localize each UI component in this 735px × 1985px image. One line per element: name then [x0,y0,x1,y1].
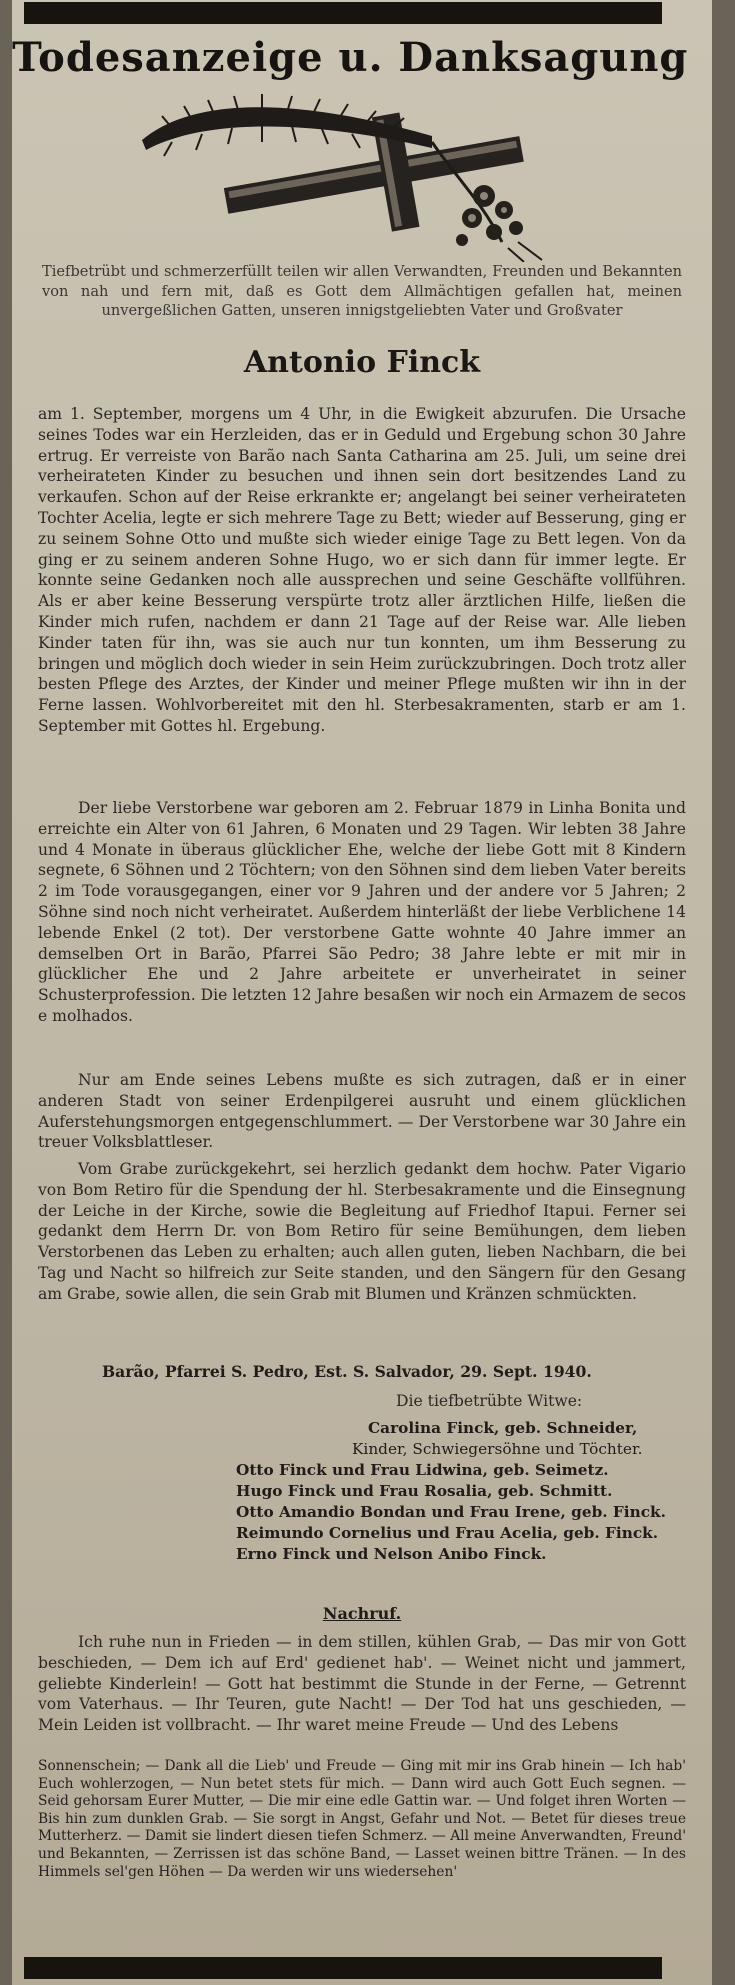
signatory-line: Otto Finck und Frau Lidwina, geb. Seimetz. [236,1461,609,1479]
newspaper-clipping [12,0,712,1985]
notice-heading: Todesanzeige u. Danksagung [12,34,689,81]
paragraph-circumstances: am 1. September, morgens um 4 Uhr, in die Ewigkeit abzurufen. Die Ursache seines Todes war ein Herzleiden, das er in Geduld und Ergebung schon 30 Jahre ertrug. Er verreiste von Barão nach Santa Catharina am 25. Juli, um seine drei verheirateten Kinder zu besuchen und ihnen sein dort besitzendes Land zu verkaufen. Schon auf der Reise erkrankte er; angelangt bei seiner verheirateten Tochter Acelia, legte er sich mehrere Tage zu Bett; wieder auf Besserung, ging er zu seinem Sohne Otto und mußte sich wieder einige Tage zu Bett legen. Von da ging er zu seinem anderen Sohne Hugo, wo er sich dann für immer legte. Er konnte seine Gedanken noch alle aussprechen und seine Geschäfte vollführen. Als er aber keine Besserung verspürte trotz aller ärztlichen Hilfe, ließen die Kinder mich rufen, nachdem er dann 21 Tage auf der Reise war. Alle lieben Kinder taten für ihn, was sie auch nur tun konnten, um ihm Besserung zu bringen und möglich doch wieder in sein Heim zurückzubringen. Doch trotz aller besten Pflege des Arztes, der Kinder und meiner Pflege mußten wir ihn in der Ferne lassen. Wohlvorbereitet mit den hl. Sterbesakramenten, starb er am 1. September mit Gottes hl. Ergebung. [38,405,686,735]
top-rule [24,2,662,24]
nachruf-poem: Ich ruhe nun in Frieden — in dem stillen, kühlen Grab, — Das mir von Gott beschieden, — Dem ich auf Erd' gedienet hab'. — Weinet nicht und jammert, geliebte Kinderlein! — Gott hat bestimmt die Stunde in der Ferne, — Getrennt vom Vaterhaus. — Ihr Teuren, gute Nacht! — Der Tod hat uns geschieden, — Mein Leiden ist vollbracht. — Ihr waret meine Freude — Und des Lebens [38,1633,686,1735]
signatory-line: Reimundo Cornelius und Frau Acelia, geb. Finck. [236,1524,659,1542]
signatory-widow: Carolina Finck, geb. Schneider, [368,1419,638,1437]
intro-text: Tiefbetrübt und schmerzerfüllt teilen wir allen Verwandten, Freunden und Bekannten von nah und fern mit, daß es Gott dem Allmächtigen gefallen hat, meinen unvergeßlichen Gatten, unseren innigstgeliebten Vater und Großvater [42,263,682,319]
dateline: Barão, Pfarrei S. Pedro, Est. S. Salvador, 29. Sept. 1940. [102,1362,592,1381]
deceased-name: Antonio Finck [243,345,481,380]
signatory-line: Otto Amandio Bondan und Frau Irene, geb. Finck. [236,1503,666,1521]
paragraph-thanks: Vom Grabe zurückgekehrt, sei herzlich gedankt dem hochw. Pater Vigario von Bom Retiro für die Spendung der hl. Sterbesakramente und die Einsegnung der Leiche in der Kirche, sowie die Begleitung auf Friedhof Itapui. Ferner sei gedankt dem Herrn Dr. von Bom Retiro für seine Bemühungen, dem lieben Verstorbenen das Leben zu erhalten; auch allen guten, lieben Nachbarn, die bei Tag und Nacht so hilfreich zur Seite standen, und den Sängern für den Gesang am Grabe, sowie allen, die sein Grab mit Blumen und Kränzen schmückten. [38,1160,686,1303]
cross-with-palm-branch-and-flowers-icon [132,92,592,262]
nachruf-poem-continued: Sonnenschein; — Dank all die Lieb' und Freude — Ging mit mir ins Grab hinein — Ich hab' Euch wohlerzogen, — Nun betet stets für mich. — Dann wird auch Gott Euch segnen. — Seid gehorsam Eurer Mutter, — Die mir eine edle Gattin war. — Und folget ihren Worten — Bis hin zum dunklen Grab. — Sie sorgt in Angst, Gefahr und Not. — Betet für dieses treue Mutterherz. — Damit sie lindert diesen tiefen Schmerz. — All meine Anverwandten, Freund' und Bekannten, — Zerrissen ist das schöne Band, — Lasset weinen bittre Tränen. — In des Himmels sel'gen Höhen — Da werden wir uns wiedersehen' [38,1758,686,1880]
nachruf-title: Nachruf. [322,1604,402,1623]
signatory-line: Hugo Finck und Frau Rosalia, geb. Schmitt. [236,1482,613,1500]
widow-label: Die tiefbetrübte Witwe: [396,1392,583,1410]
bottom-rule [24,1957,662,1979]
signatory-children: Kinder, Schwiegersöhne und Töchter. [352,1440,643,1458]
signatory-line: Erno Finck und Nelson Anibo Finck. [236,1545,547,1563]
paragraph-biography: Der liebe Verstorbene war geboren am 2. Februar 1879 in Linha Bonita und erreichte ein Alter von 61 Jahren, 6 Monaten und 29 Tagen. Wir lebten 38 Jahre und 4 Monate in überaus glücklicher Ehe, welche der liebe Gott mit 8 Kindern segnete, 6 Söhnen und 2 Töchtern; von den Söhnen sind dem lieben Vater bereits 2 im Tode vorausgegangen, einer vor 9 Jahren und der andere vor 5 Jahren; 2 Söhne sind noch nicht verheiratet. Außerdem hinterläßt der liebe Verblichene 14 lebende Enkel (2 tot). Der verstorbene Gatte wohnte 40 Jahre immer an demselben Ort in Barão, Pfarrei São Pedro; 38 Jahre lebte er mit mir in glücklicher Ehe und 2 Jahre arbeitete er unverheiratet in seiner Schusterprofession. Die letzten 12 Jahre besaßen wir noch ein Armazem de secos e molhados. [38,799,686,1025]
paragraph-end-of-life: Nur am Ende seines Lebens mußte es sich zutragen, daß er in einer anderen Stadt von seiner Erdenpilgerei ausruht und einem glücklichen Auferstehungsmorgen entgegenschlummert. — Der Verstorbene war 30 Jahre ein treuer Volksblattleser. [38,1071,686,1152]
